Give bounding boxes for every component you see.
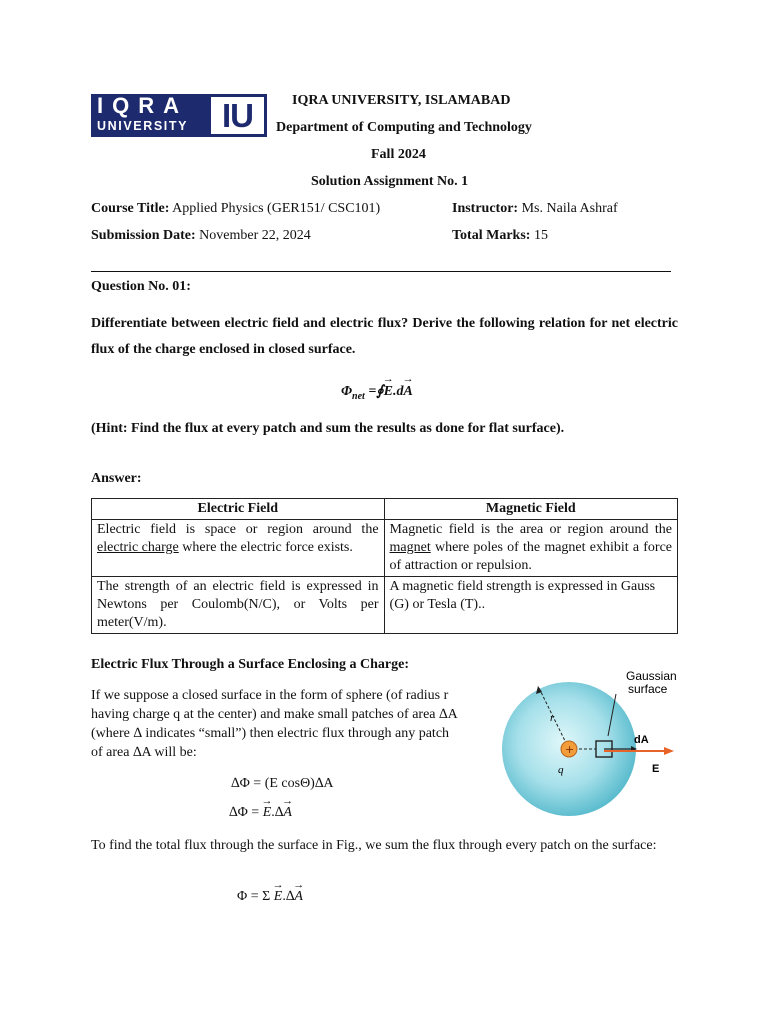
separator-line xyxy=(91,271,671,272)
table-header: Magnetic Field xyxy=(384,499,677,520)
label-dA: dA xyxy=(634,734,649,746)
table-cell: The strength of an electric field is expressed in Newtons per Coulomb(N/C), or Volts per meter(V/m). xyxy=(92,577,385,634)
term: Fall 2024 xyxy=(371,147,426,162)
equation-2: ∆Φ = → E.∆→ A xyxy=(229,803,292,823)
section-line: If we suppose a closed surface in the form of sphere (of radius r xyxy=(91,688,449,703)
table-header-row xyxy=(92,499,678,520)
university-name: IQRA UNIVERSITY, ISLAMABAD xyxy=(292,93,511,108)
section-heading: Electric Flux Through a Surface Enclosing a Charge: xyxy=(91,657,409,672)
table-header: Electric Field xyxy=(92,499,385,520)
question-text: Differentiate between electric field and electric flux? Derive the following relation for net electric flux of the charge enclosed in closed surface. xyxy=(91,316,678,357)
table-row xyxy=(92,577,678,634)
department-name: Department of Computing and Technology xyxy=(276,120,532,135)
university-logo xyxy=(91,94,267,137)
answer-label: Answer: xyxy=(91,471,142,486)
magnet-link[interactable]: magnet xyxy=(389,540,431,555)
course-title: Course Title: Applied Physics (GER151/ CSC101) xyxy=(91,201,381,216)
section-paragraph-2: To find the total flux through the surface in Fig., we sum the flux through every patch on the surface: xyxy=(91,838,657,853)
comparison-table xyxy=(91,498,678,634)
logo-top-text: IQRA xyxy=(97,93,188,118)
gaussian-surface-figure xyxy=(496,664,686,824)
E-arrowhead xyxy=(664,747,674,755)
total-marks: Total Marks: 15 xyxy=(452,228,548,243)
label-gaussian: Gaussian xyxy=(626,669,677,683)
question-equation: $\Phi_{net}$ =∮→ E.d→ A xyxy=(341,383,413,402)
label-E: E xyxy=(652,763,660,775)
table-cell: Electric field is space or region around the electric charge where the electric force exists. xyxy=(92,520,385,577)
label-r: r xyxy=(550,712,555,724)
table-cell: Magnetic field is the area or region around the magnet where poles of the magnet exhibit a force of attraction or repulsion. xyxy=(384,520,677,577)
submission-date: Submission Date: November 22, 2024 xyxy=(91,228,311,243)
logo-bottom-text: UNIVERSITY xyxy=(97,119,189,133)
table-cell: A magnetic field strength is expressed in Gauss (G) or Tesla (T).. xyxy=(384,577,677,634)
equation-3: Φ = Σ → E.∆→ A xyxy=(237,887,303,907)
electric-charge-link[interactable]: electric charge xyxy=(97,540,179,555)
assignment-title: Solution Assignment No. 1 xyxy=(311,174,469,189)
plus-sign: + xyxy=(565,743,575,756)
label-q: q xyxy=(558,764,564,776)
hint-text: (Hint: Find the flux at every patch and sum the results as done for flat surface). xyxy=(91,421,565,436)
question-heading: Question No. 01: xyxy=(91,279,191,294)
section-line: of area ∆A will be: xyxy=(91,745,197,760)
section-line: (where ∆ indicates “small”) then electric flux through any patch xyxy=(91,726,450,741)
instructor: Instructor: Ms. Naila Ashraf xyxy=(452,201,618,216)
label-surface: surface xyxy=(628,682,668,696)
equation-1: ∆Φ = (E cosΘ)∆A xyxy=(231,776,334,791)
section-line: having charge q at the center) and make small patches of area ∆A xyxy=(91,707,458,722)
table-row xyxy=(92,520,678,577)
logo-mark: IU xyxy=(211,97,264,134)
